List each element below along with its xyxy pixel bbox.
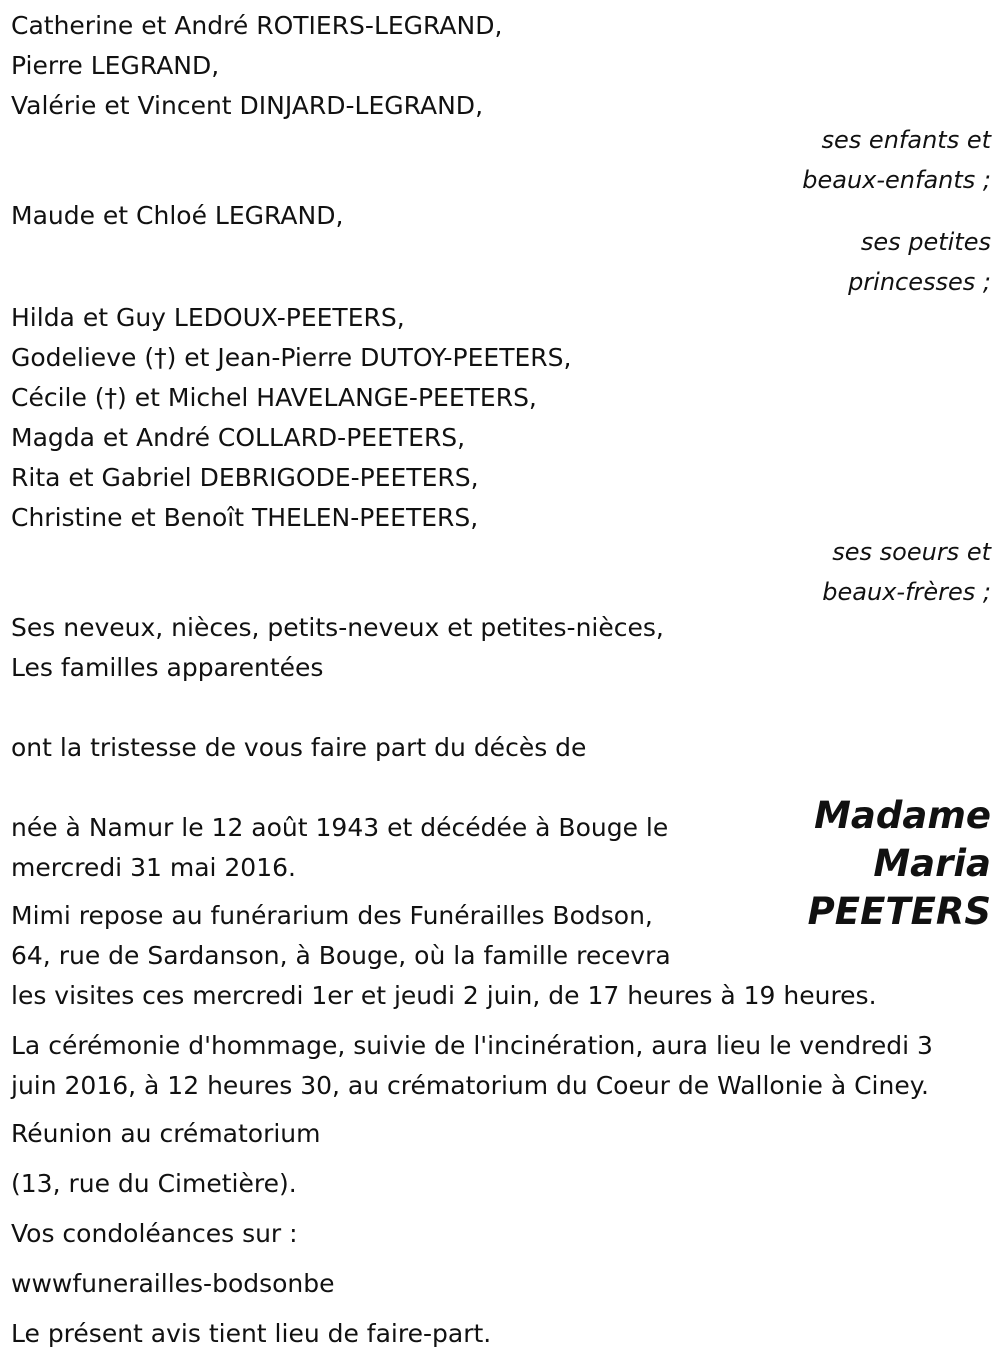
child-2: Pierre LEGRAND, — [11, 51, 220, 80]
child-3: Valérie et Vincent DINJARD-LEGRAND, — [11, 91, 484, 120]
funerarium-3: les visites ces mercredi 1er et jeudi 2 juin, de 17 heures à 19 heures. — [11, 981, 877, 1010]
sibling-6: Christine et Benoît THELEN-PEETERS, — [11, 503, 479, 532]
birth-death-1: née à Namur le 12 août 1943 et décédée à Bouge le — [11, 813, 669, 842]
birth-death-2: mercredi 31 mai 2016. — [11, 853, 296, 882]
children-role-2: beaux-enfants ; — [802, 166, 991, 194]
children-role-1: ses enfants et — [821, 126, 991, 154]
ceremony-1: La cérémonie d'hommage, suivie de l'incinération, aura lieu le vendredi 3 — [11, 1031, 933, 1060]
relatives-1: Ses neveux, nièces, petits-neveux et petites-nièces, — [11, 613, 664, 642]
grandchildren-role-1: ses petites — [860, 228, 991, 256]
obituary-notice — [11, 6, 991, 1354]
address: (13, rue du Cimetière). — [11, 1169, 297, 1198]
siblings-role-2: beaux-frères ; — [822, 578, 991, 606]
meeting: Réunion au crématorium — [11, 1119, 321, 1148]
sibling-5: Rita et Gabriel DEBRIGODE-PEETERS, — [11, 463, 479, 492]
website: wwwfunerailles-bodsonbe — [11, 1269, 335, 1298]
sibling-2: Godelieve (†) et Jean-Pierre DUTOY-PEETERS, — [11, 343, 572, 372]
deceased-title: Madame — [814, 794, 991, 837]
condolences: Vos condoléances sur : — [11, 1219, 298, 1248]
deceased-first-name: Maria — [873, 842, 991, 885]
siblings-role-1: ses soeurs et — [832, 538, 991, 566]
sibling-3: Cécile (†) et Michel HAVELANGE-PEETERS, — [11, 383, 537, 412]
sibling-1: Hilda et Guy LEDOUX-PEETERS, — [11, 303, 405, 332]
funerarium-2: 64, rue de Sardanson, à Bouge, où la famille recevra — [11, 941, 671, 970]
deceased-name — [808, 792, 991, 936]
funerarium-1: Mimi repose au funérarium des Funérailles Bodson, — [11, 901, 653, 930]
grandchildren: Maude et Chloé LEGRAND, — [11, 201, 344, 230]
deceased-last-name: PEETERS — [807, 890, 991, 933]
announcement: ont la tristesse de vous faire part du décès de — [11, 733, 587, 762]
ceremony-2: juin 2016, à 12 heures 30, au crématorium du Coeur de Wallonie à Ciney. — [11, 1071, 929, 1100]
relatives-2: Les familles apparentées — [11, 653, 324, 682]
closing: Le présent avis tient lieu de faire-part. — [11, 1319, 492, 1348]
grandchildren-role-2: princesses ; — [848, 268, 991, 296]
sibling-4: Magda et André COLLARD-PEETERS, — [11, 423, 466, 452]
child-1: Catherine et André ROTIERS-LEGRAND, — [11, 11, 503, 40]
